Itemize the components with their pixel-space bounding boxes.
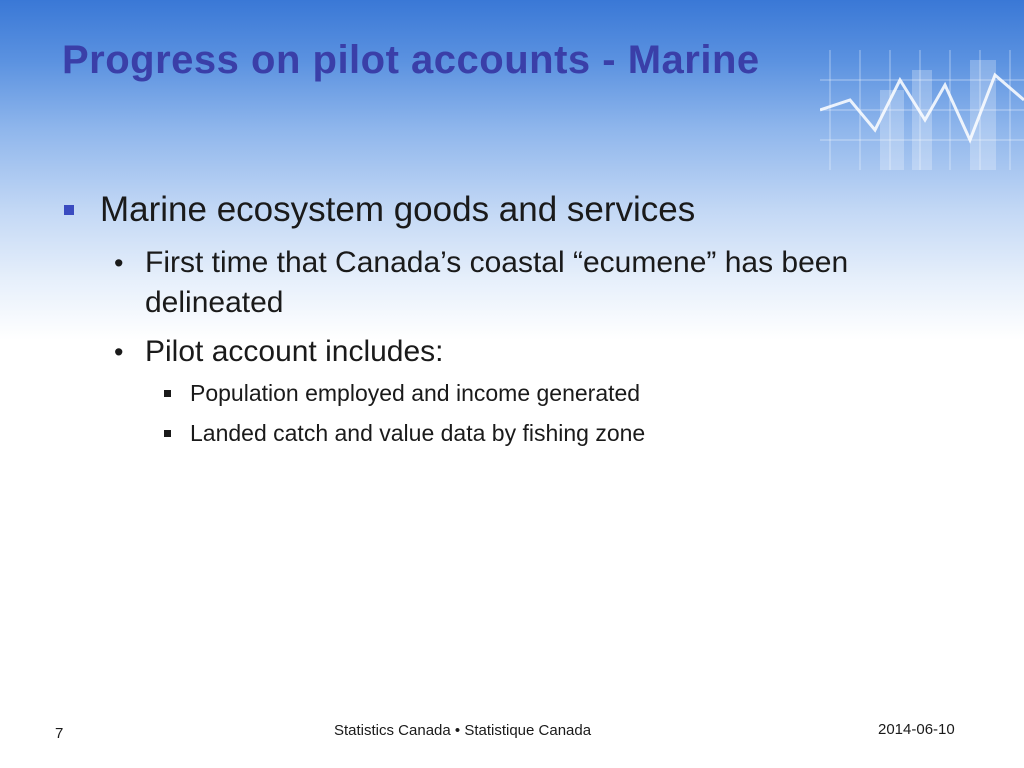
footer-organization: Statistics Canada • Statistique Canada [334, 722, 592, 739]
small-square-bullet-icon [164, 430, 171, 437]
bullet-level3-item [164, 418, 645, 448]
bullet-level3-text: Population employed and income generated [190, 380, 641, 406]
small-square-bullet-icon [164, 390, 171, 397]
bullet-level3-item [164, 378, 640, 408]
square-bullet-icon [64, 205, 74, 215]
bullet-level3-text: Landed catch and value data by fishing zone [190, 420, 646, 446]
page-number: 7 [55, 725, 64, 742]
bullet-level2-item [114, 332, 974, 372]
bullet-level2-text: Pilot account includes: [145, 335, 444, 368]
bullet-level1 [64, 190, 695, 230]
slide-title: Progress on pilot accounts - Marine [62, 38, 760, 82]
bullet-level2-item [114, 243, 974, 323]
dot-bullet-icon: • [114, 337, 124, 367]
footer-date: 2014-06-10 [878, 721, 955, 738]
dot-bullet-icon: • [114, 248, 124, 278]
bullet-level1-text: Marine ecosystem goods and services [100, 190, 696, 229]
bullet-level2-text: First time that Canada’s coastal “ecumene” has been delineated [145, 246, 849, 319]
